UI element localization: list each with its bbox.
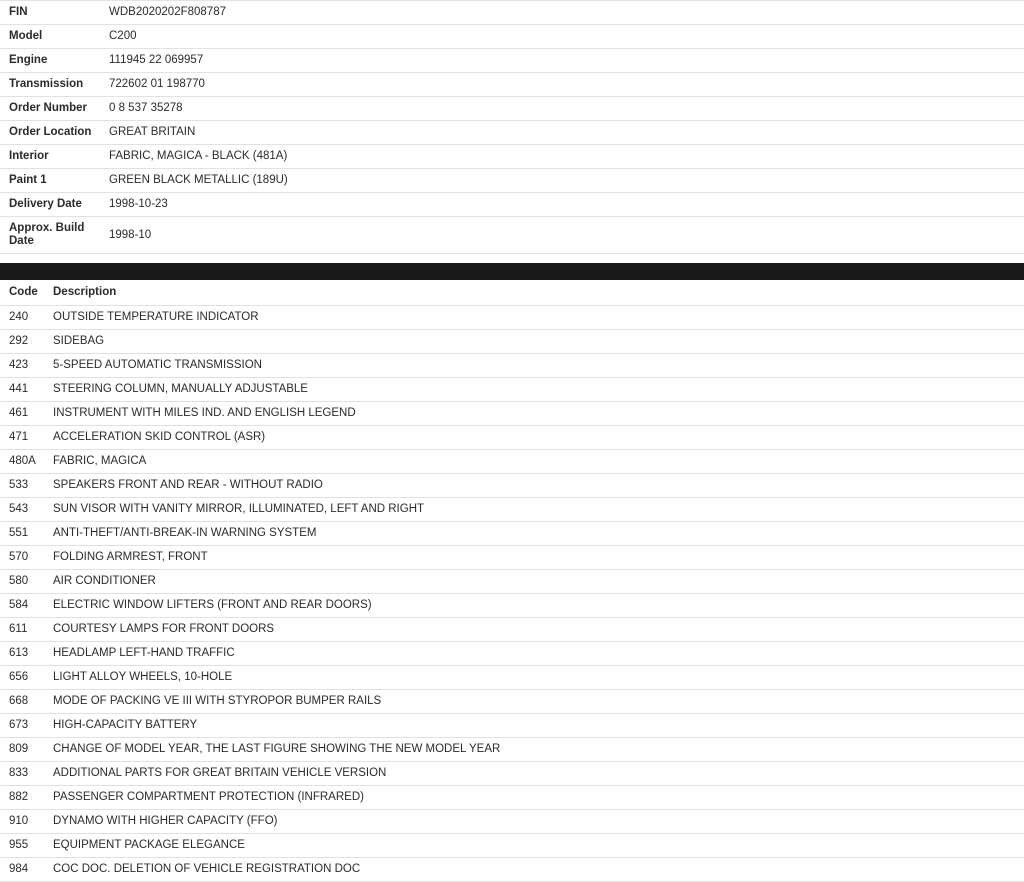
cell-code: 984 bbox=[0, 858, 53, 882]
info-row bbox=[0, 217, 1024, 254]
table-header-row bbox=[0, 280, 1024, 306]
table-row bbox=[0, 330, 1024, 354]
cell-description: SUN VISOR WITH VANITY MIRROR, ILLUMINATED, LEFT AND RIGHT bbox=[53, 498, 1024, 522]
info-value: 111945 22 069957 bbox=[109, 49, 1024, 73]
table-row bbox=[0, 834, 1024, 858]
cell-code: 580 bbox=[0, 570, 53, 594]
cell-description: PASSENGER COMPARTMENT PROTECTION (INFRARED) bbox=[53, 786, 1024, 810]
table-row bbox=[0, 786, 1024, 810]
cell-code: 668 bbox=[0, 690, 53, 714]
table-row bbox=[0, 594, 1024, 618]
cell-description: ADDITIONAL PARTS FOR GREAT BRITAIN VEHICLE VERSION bbox=[53, 762, 1024, 786]
info-label: Delivery Date bbox=[0, 193, 109, 217]
cell-code: 543 bbox=[0, 498, 53, 522]
cell-description: HIGH-CAPACITY BATTERY bbox=[53, 714, 1024, 738]
info-row bbox=[0, 169, 1024, 193]
cell-description: SIDEBAG bbox=[53, 330, 1024, 354]
table-row bbox=[0, 354, 1024, 378]
table-row bbox=[0, 858, 1024, 882]
option-codes-body bbox=[0, 306, 1024, 882]
info-label: Paint 1 bbox=[0, 169, 109, 193]
info-value: 722602 01 198770 bbox=[109, 73, 1024, 97]
cell-description: 5-SPEED AUTOMATIC TRANSMISSION bbox=[53, 354, 1024, 378]
table-row bbox=[0, 498, 1024, 522]
info-value: 0 8 537 35278 bbox=[109, 97, 1024, 121]
cell-code: 584 bbox=[0, 594, 53, 618]
cell-code: 441 bbox=[0, 378, 53, 402]
section-divider-bar bbox=[0, 263, 1024, 280]
table-row bbox=[0, 450, 1024, 474]
info-row bbox=[0, 145, 1024, 169]
table-row bbox=[0, 306, 1024, 330]
cell-code: 611 bbox=[0, 618, 53, 642]
vehicle-info-table bbox=[0, 0, 1024, 254]
cell-description: COC DOC. DELETION OF VEHICLE REGISTRATION DOC bbox=[53, 858, 1024, 882]
cell-description: COURTESY LAMPS FOR FRONT DOORS bbox=[53, 618, 1024, 642]
table-row bbox=[0, 546, 1024, 570]
info-label: Order Location bbox=[0, 121, 109, 145]
info-value: 1998-10 bbox=[109, 217, 1024, 254]
info-row bbox=[0, 193, 1024, 217]
cell-description: SPEAKERS FRONT AND REAR - WITHOUT RADIO bbox=[53, 474, 1024, 498]
cell-code: 292 bbox=[0, 330, 53, 354]
cell-code: 471 bbox=[0, 426, 53, 450]
table-row bbox=[0, 714, 1024, 738]
info-value: WDB2020202F808787 bbox=[109, 1, 1024, 25]
info-row bbox=[0, 49, 1024, 73]
info-value: FABRIC, MAGICA - BLACK (481A) bbox=[109, 145, 1024, 169]
cell-description: HEADLAMP LEFT-HAND TRAFFIC bbox=[53, 642, 1024, 666]
table-row bbox=[0, 666, 1024, 690]
option-codes-head bbox=[0, 280, 1024, 306]
info-value: C200 bbox=[109, 25, 1024, 49]
cell-description: MODE OF PACKING VE III WITH STYROPOR BUMPER RAILS bbox=[53, 690, 1024, 714]
cell-description: ELECTRIC WINDOW LIFTERS (FRONT AND REAR DOORS) bbox=[53, 594, 1024, 618]
info-row bbox=[0, 73, 1024, 97]
cell-code: 833 bbox=[0, 762, 53, 786]
cell-code: 240 bbox=[0, 306, 53, 330]
header-description: Description bbox=[53, 280, 1024, 306]
cell-code: 673 bbox=[0, 714, 53, 738]
cell-code: 910 bbox=[0, 810, 53, 834]
cell-description: EQUIPMENT PACKAGE ELEGANCE bbox=[53, 834, 1024, 858]
cell-description: FABRIC, MAGICA bbox=[53, 450, 1024, 474]
table-row bbox=[0, 426, 1024, 450]
cell-description: STEERING COLUMN, MANUALLY ADJUSTABLE bbox=[53, 378, 1024, 402]
info-row bbox=[0, 1, 1024, 25]
table-row bbox=[0, 474, 1024, 498]
info-label: Approx. Build Date bbox=[0, 217, 109, 254]
info-label: Order Number bbox=[0, 97, 109, 121]
table-row bbox=[0, 570, 1024, 594]
table-row bbox=[0, 642, 1024, 666]
option-codes-table bbox=[0, 280, 1024, 882]
info-row bbox=[0, 121, 1024, 145]
cell-description: ANTI-THEFT/ANTI-BREAK-IN WARNING SYSTEM bbox=[53, 522, 1024, 546]
table-row bbox=[0, 762, 1024, 786]
cell-description: OUTSIDE TEMPERATURE INDICATOR bbox=[53, 306, 1024, 330]
table-row bbox=[0, 378, 1024, 402]
cell-code: 613 bbox=[0, 642, 53, 666]
info-label: Model bbox=[0, 25, 109, 49]
table-row bbox=[0, 522, 1024, 546]
table-row bbox=[0, 738, 1024, 762]
cell-code: 955 bbox=[0, 834, 53, 858]
cell-code: 656 bbox=[0, 666, 53, 690]
cell-description: LIGHT ALLOY WHEELS, 10-HOLE bbox=[53, 666, 1024, 690]
cell-description: DYNAMO WITH HIGHER CAPACITY (FFO) bbox=[53, 810, 1024, 834]
cell-code: 533 bbox=[0, 474, 53, 498]
info-label: FIN bbox=[0, 1, 109, 25]
cell-code: 461 bbox=[0, 402, 53, 426]
info-value: GREEN BLACK METALLIC (189U) bbox=[109, 169, 1024, 193]
table-row bbox=[0, 810, 1024, 834]
cell-description: FOLDING ARMREST, FRONT bbox=[53, 546, 1024, 570]
cell-code: 480A bbox=[0, 450, 53, 474]
table-row bbox=[0, 618, 1024, 642]
header-code: Code bbox=[0, 280, 53, 306]
cell-description: AIR CONDITIONER bbox=[53, 570, 1024, 594]
table-row bbox=[0, 690, 1024, 714]
cell-code: 809 bbox=[0, 738, 53, 762]
cell-description: INSTRUMENT WITH MILES IND. AND ENGLISH LEGEND bbox=[53, 402, 1024, 426]
info-value: GREAT BRITAIN bbox=[109, 121, 1024, 145]
info-label: Engine bbox=[0, 49, 109, 73]
info-label: Transmission bbox=[0, 73, 109, 97]
info-value: 1998-10-23 bbox=[109, 193, 1024, 217]
cell-code: 551 bbox=[0, 522, 53, 546]
cell-code: 882 bbox=[0, 786, 53, 810]
cell-code: 423 bbox=[0, 354, 53, 378]
cell-description: CHANGE OF MODEL YEAR, THE LAST FIGURE SHOWING THE NEW MODEL YEAR bbox=[53, 738, 1024, 762]
table-row bbox=[0, 402, 1024, 426]
info-row bbox=[0, 25, 1024, 49]
cell-description: ACCELERATION SKID CONTROL (ASR) bbox=[53, 426, 1024, 450]
vehicle-info-body bbox=[0, 1, 1024, 254]
info-label: Interior bbox=[0, 145, 109, 169]
cell-code: 570 bbox=[0, 546, 53, 570]
info-row bbox=[0, 97, 1024, 121]
